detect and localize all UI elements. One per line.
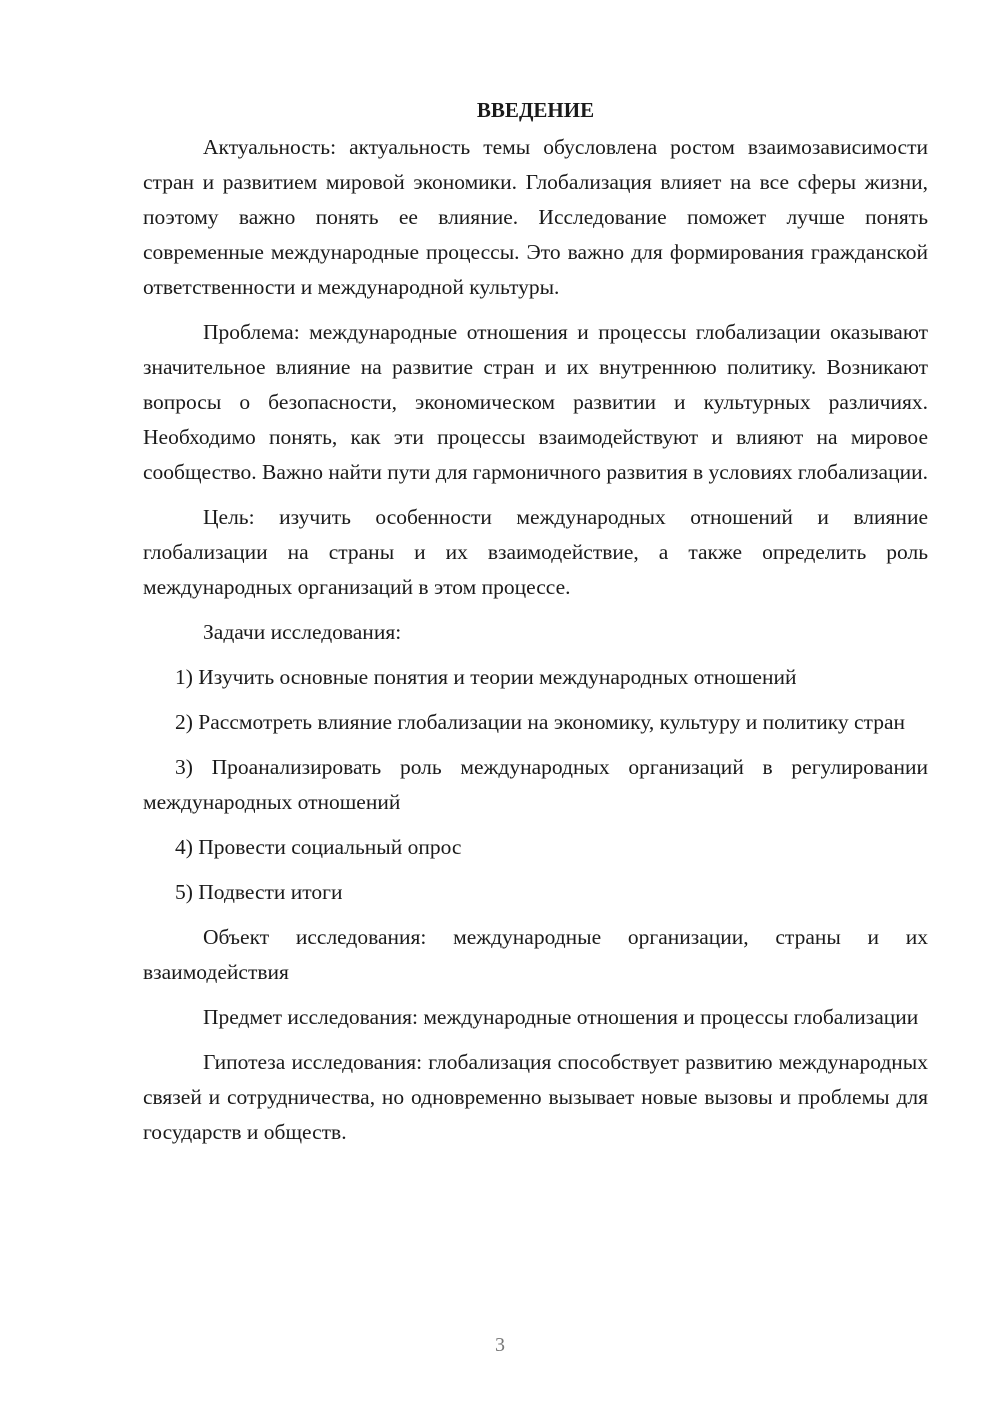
page-number: 3 — [495, 1334, 505, 1356]
page-content — [143, 93, 928, 1150]
task-item-3: 3) Проанализировать роль международных организаций в регулировании международных отношений — [143, 755, 928, 814]
task-item-4: 4) Провести социальный опрос — [175, 835, 462, 859]
paragraph-relevance: Актуальность: актуальность темы обусловлена ростом взаимозависимости стран и развитием мировой экономики. Глобализация влияет на все сферы жизни, поэтому важно понять ее влияние. Исследование поможет лучше понять современные международные процессы. Это важно для формирования гражданской ответственности и международной культуры. — [143, 135, 928, 299]
page-title: ВВЕДЕНИЕ — [476, 98, 595, 122]
paragraph-problem: Проблема: международные отношения и процессы глобализации оказывают значительное влияние на развитие стран и их внутреннюю политику. Возникают вопросы о безопасности, экономическом развитии и культурных различиях. Необходимо понять, как эти процессы взаимодействуют и влияют на мировое сообщество. Важно найти пути для гармоничного развития в условиях глобализации. — [143, 320, 928, 484]
paragraph-subject: Предмет исследования: международные отношения и процессы глобализации — [203, 1005, 919, 1029]
paragraph-hypothesis: Гипотеза исследования: глобализация способствует развитию международных связей и сотрудничества, но одновременно вызывает новые вызовы и проблемы для государств и обществ. — [143, 1050, 928, 1144]
task-item-5: 5) Подвести итоги — [175, 880, 343, 904]
task-item-1: 1) Изучить основные понятия и теории международных отношений — [175, 665, 797, 689]
paragraph-goal: Цель: изучить особенности международных отношений и влияние глобализации на страны и их взаимодействие, а также определить роль международных организаций в этом процессе. — [143, 505, 928, 599]
tasks-heading: Задачи исследования: — [203, 620, 402, 644]
task-item-2: 2) Рассмотреть влияние глобализации на экономику, культуру и политику стран — [175, 710, 906, 734]
paragraph-object: Объект исследования: международные организации, страны и их взаимодействия — [143, 925, 928, 984]
